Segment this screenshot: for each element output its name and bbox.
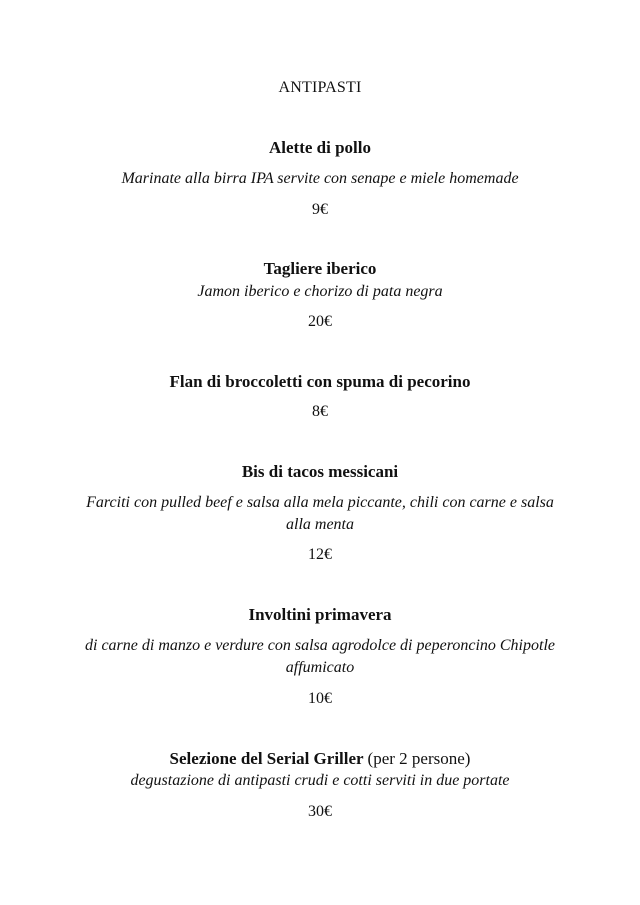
dish-description-continued: alla menta bbox=[286, 516, 354, 533]
dish-description-continued: affumicato bbox=[285, 659, 355, 676]
dish-price: 10€ bbox=[308, 690, 332, 707]
dish-description: Farciti con pulled beef e salsa alla mela piccante, chili con carne e salsa bbox=[86, 494, 554, 511]
dish-description: Jamon iberico e chorizo di pata negra bbox=[197, 283, 443, 300]
dish-price: 12€ bbox=[308, 546, 332, 563]
dish-name: Involtini primavera bbox=[248, 605, 392, 624]
dish-price: 20€ bbox=[308, 313, 332, 330]
dish-name: Alette di pollo bbox=[269, 138, 371, 157]
dish-description: degustazione di antipasti crudi e cotti serviti in due portate bbox=[130, 772, 510, 789]
dish-price: 9€ bbox=[312, 201, 328, 218]
dish-name: Flan di broccoletti con spuma di pecorino bbox=[169, 372, 471, 391]
dish-name: Tagliere iberico bbox=[263, 259, 377, 278]
dish-price: 8€ bbox=[312, 403, 328, 420]
dish-name: Selezione del Serial Griller bbox=[169, 749, 364, 768]
dish-price: 30€ bbox=[308, 803, 332, 820]
dish-name-note: (per 2 persone) bbox=[367, 749, 471, 768]
dish-name-line bbox=[40, 748, 600, 770]
dish-name: Bis di tacos messicani bbox=[241, 462, 399, 481]
section-title: ANTIPASTI bbox=[278, 79, 362, 96]
dish-description: Marinate alla birra IPA servite con senape e miele homemade bbox=[121, 170, 519, 187]
dish-description: di carne di manzo e verdure con salsa agrodolce di peperoncino Chipotle bbox=[85, 637, 555, 654]
